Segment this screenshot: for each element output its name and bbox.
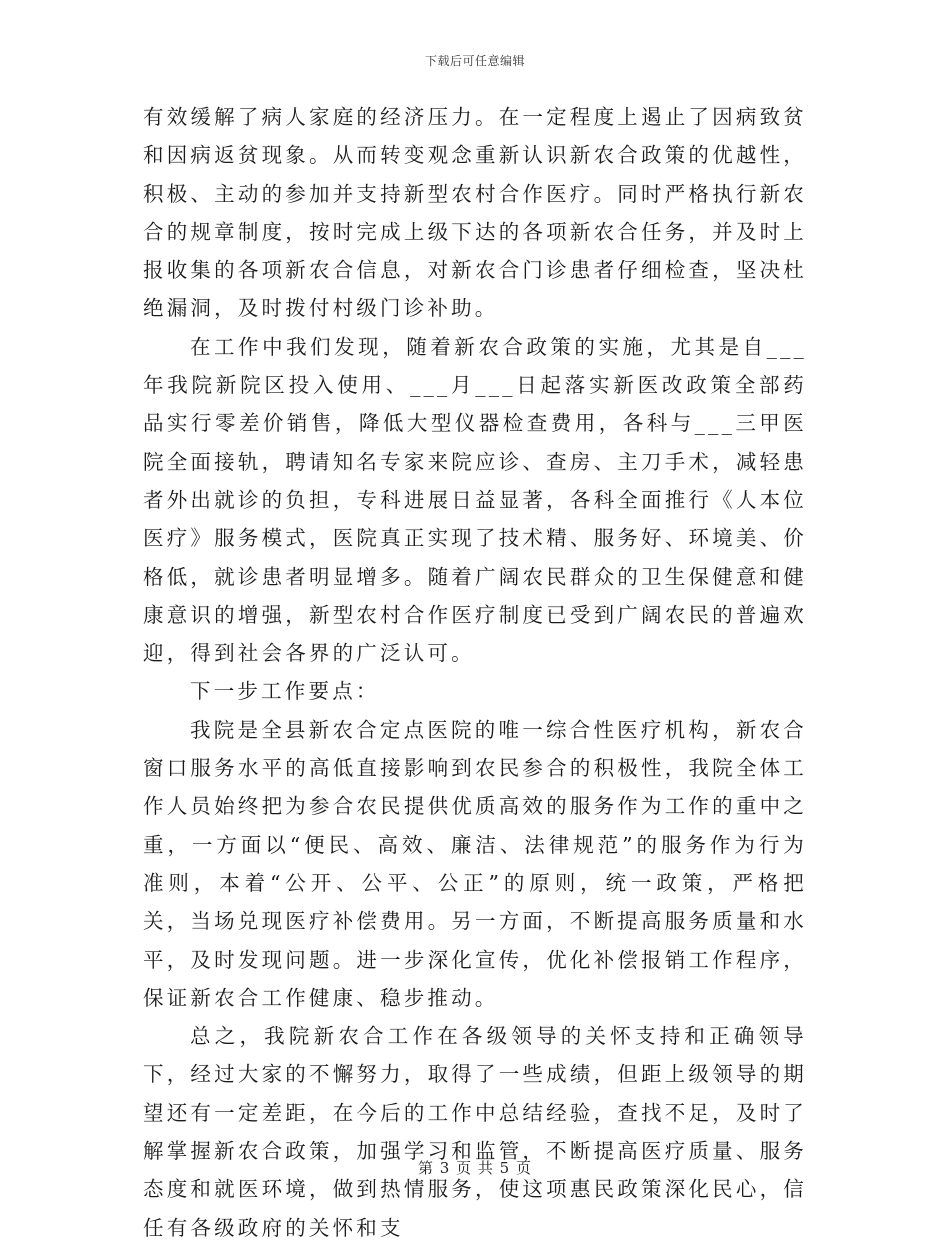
document-body xyxy=(143,98,807,1247)
paragraph-3: 我院是全县新农合定点医院的唯一综合性医疗机构，新农合窗口服务水平的高低直接影响到农民参合的积极性，我院全体工作人员始终把为参合农民提供优质高效的服务作为工作的重中之重，一方面以“便民、高效、廉洁、法律规范”的服务作为行为准则，本着“公开、公平、公正”的原则，统一政策，严格把关，当场兑现医疗补偿费用。另一方面，不断提高服务质量和水平，及时发现问题。进一步深化宣传，优化补偿报销工作程序，保证新农合工作健康、稳步推动。 xyxy=(143,717,807,1010)
paragraph-4: 总之，我院新农合工作在各级领导的关怀支持和正确领导下，经过大家的不懈努力，取得了一些成绩，但距上级领导的期望还有一定差距，在今后的工作中总结经验，查找不足，及时了解掌握新农合政策，加强学习和监管，不断提高医疗质量、服务态度和就医环境，做到热情服务，使这项惠民政策深化民心，信任有各级政府的关怀和支 xyxy=(143,1024,807,1240)
section-heading-next-steps: 下一步工作要点： xyxy=(190,679,380,704)
paragraph-1: 有效缓解了病人家庭的经济压力。在一定程度上遏止了因病致贫和因病返贫现象。从而转变观念重新认识新农合政策的优越性，积极、主动的参加并支持新型农村合作医疗。同时严格执行新农合的规章制度，按时完成上级下达的各项新农合任务，并及时上报收集的各项新农合信息，对新农合门诊患者仔细检查，坚决杜绝漏洞，及时拨付村级门诊补助。 xyxy=(143,105,807,321)
page-header: 下载后可任意编辑 xyxy=(424,54,525,68)
paragraph-2: 在工作中我们发现，随着新农合政策的实施，尤其是自___年我院新院区投入使用、___月___日起落实新医改政策全部药品实行零差价销售，降低大型仪器检查费用，各科与___三甲医院全面接轨，聘请知名专家来院应诊、查房、主刀手术，减轻患者外出就诊的负担，专科进展日益显著，各科全面推行《人本位医疗》服务模式，医院真正实现了技术精、服务好、环境美、价格低，就诊患者明显增多。随着广阔农民群众的卫生保健意和健康意识的增强，新型农村合作医疗制度已受到广阔农民的普遍欢迎，得到社会各界的广泛认可。 xyxy=(143,334,807,666)
page-number-footer: 第 3 页 共 5 页 xyxy=(418,1159,532,1177)
